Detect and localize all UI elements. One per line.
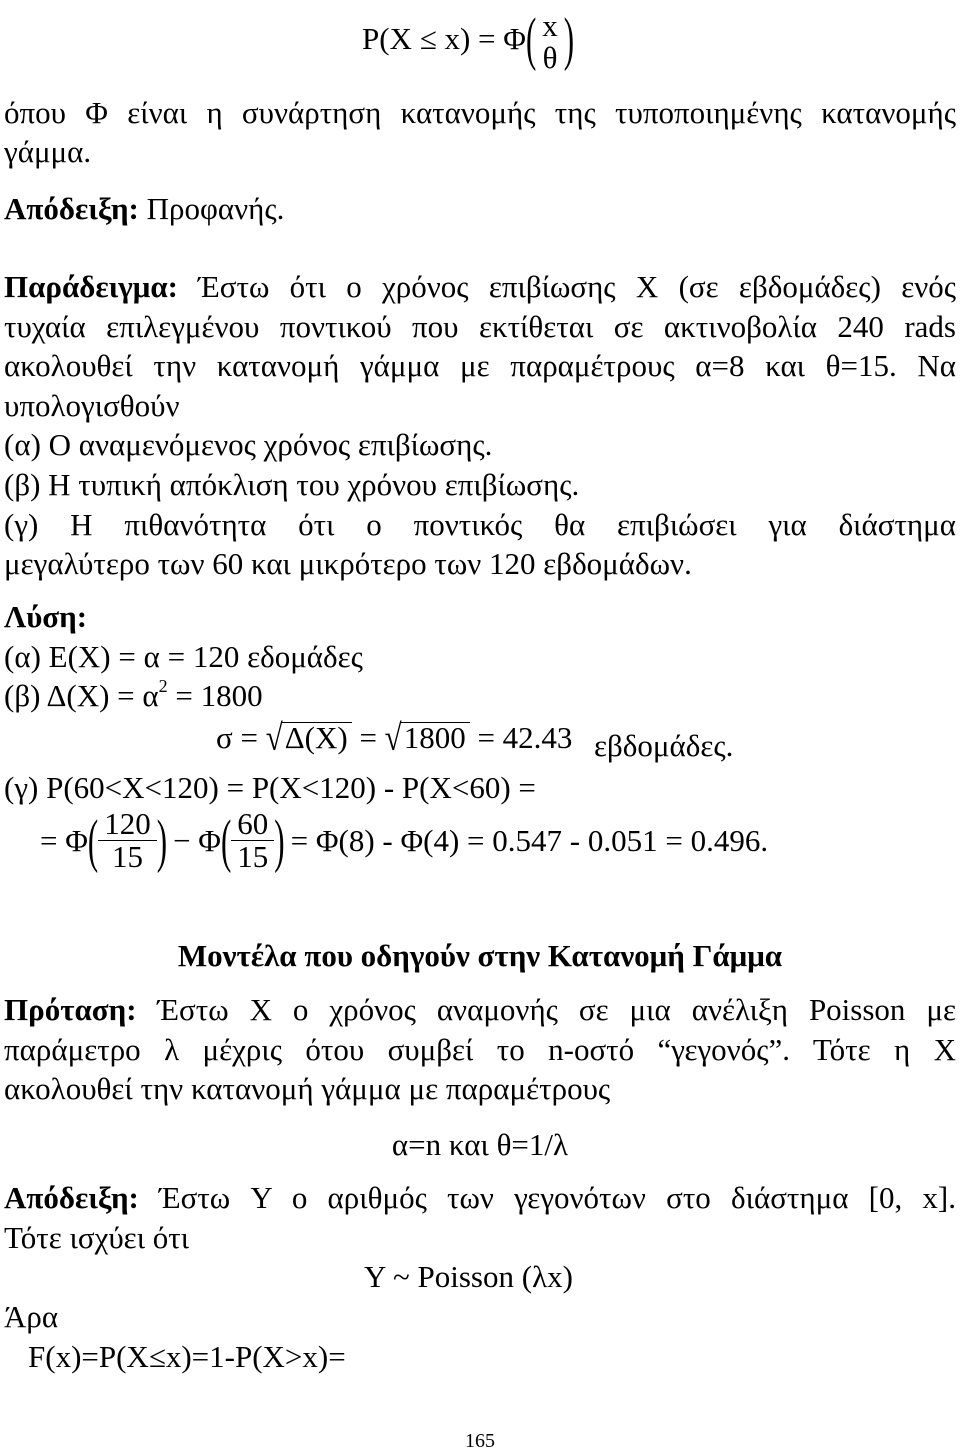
solution-a: (α) Ε(Χ) = α = 120 εδομάδες — [4, 639, 363, 674]
top-formula: P(X ≤ x) = Φ( x θ ) — [362, 5, 575, 75]
sqrt-symbol: √ — [384, 716, 402, 759]
proof-1 — [4, 189, 284, 228]
example-question-c-line-2: μεγαλύτερο των 60 και μικρότερο των 120 εβδομάδων. — [4, 546, 692, 581]
proof-2-ara: Άρα — [4, 1299, 59, 1334]
proof-2-line-1: Απόδειξη: Έστω Y ο αριθμός των γεγονότων στο διάστημα [0, x]. — [4, 1180, 956, 1215]
sqrt-symbol: √ — [265, 716, 283, 759]
proof-1-label: Απόδειξη: — [4, 191, 139, 226]
solution-phi-equation: = Φ ( $\frac{120}{15}$ ) − Φ ( $\frac{60}{15}$ ) = Φ(8) - Φ(4) = 0.547 - 0.051 = 0.496. — [40, 806, 769, 874]
solution-label: Λύση: — [4, 599, 88, 634]
proof-2-label: Απόδειξη: — [4, 1180, 139, 1215]
example-line-4: υπολογισθούν — [4, 388, 180, 423]
top-formula-numerator: x — [542, 8, 558, 43]
proof-1-text: Προφανής. — [146, 191, 285, 226]
top-formula-denominator: θ — [542, 40, 558, 75]
page-number: 165 — [465, 1430, 495, 1452]
proposition-line-2: παράμετρο λ μέχρις ότου συμβεί το n-οστό “γεγονός”. Τότε η Χ — [4, 1032, 956, 1067]
example-question-b: (β) Η τυπική απόκλιση του χρόνου επιβίωσης. — [4, 467, 580, 502]
example-line-3: ακολουθεί την κατανομή γάμμα με παραμέτρους α=8 και θ=15. Να — [4, 348, 956, 383]
definition-line-2: γάμμα. — [4, 134, 92, 169]
solution-sigma: σ = √Δ(Χ) = √1800 = 42.43 — [216, 718, 572, 757]
section-title: Μοντέλα που οδηγούν στην Κατανομή Γάμμα — [177, 938, 783, 973]
solution-b: (β) $\Delta(X) = \alpha^2 = 1800$ — [4, 676, 263, 713]
proof-2-final: F(x)=P(X≤x)=1-P(X>x)= — [28, 1339, 346, 1374]
example-question-c-line-1: (γ) Η πιθανότητα ότι ο ποντικός θα επιβιώσει για διάστημα — [4, 507, 956, 542]
example-line-1: Παράδειγμα: Έστω ότι ο χρόνος επιβίωσης Χ (σε εβδομάδες) ενός — [4, 269, 957, 304]
example-line-2: τυχαία επιλεγμένου ποντικού που εκτίθεται σε ακτινοβολία 240 rads — [4, 309, 956, 344]
proposition-label: Πρόταση: — [4, 992, 137, 1027]
proposition-line-3: ακολουθεί την κατανομή γάμμα με παραμέτρους — [4, 1071, 611, 1106]
example-question-a: (α) Ο αναμενόμενος χρόνος επιβίωσης. — [4, 427, 493, 462]
definition-line-1: όπου Φ είναι η συνάρτηση κατανομής της τυποποιημένης κατανομής — [4, 95, 956, 130]
proof-2-line-2: Τότε ισχύει ότι — [4, 1220, 190, 1255]
example-label: Παράδειγμα: — [4, 269, 178, 304]
solution-c: (γ) P(60<X<120) = P(X<120) - P(X<60) = — [4, 770, 536, 805]
solution-b-superscript: 2 — [158, 676, 168, 696]
solution-sigma-unit: εβδομάδες. — [594, 728, 734, 763]
proposition-line-1: Πρόταση: Έστω Χ ο χρόνος αναμονής σε μια ανέλιξη Poisson με — [4, 992, 957, 1027]
proposition-params: α=n και θ=1/λ — [391, 1127, 569, 1162]
top-formula-lhs: P(X ≤ x) = Φ — [362, 21, 526, 57]
proof-2-poisson: Y ~ Poisson (λx) — [364, 1259, 573, 1294]
